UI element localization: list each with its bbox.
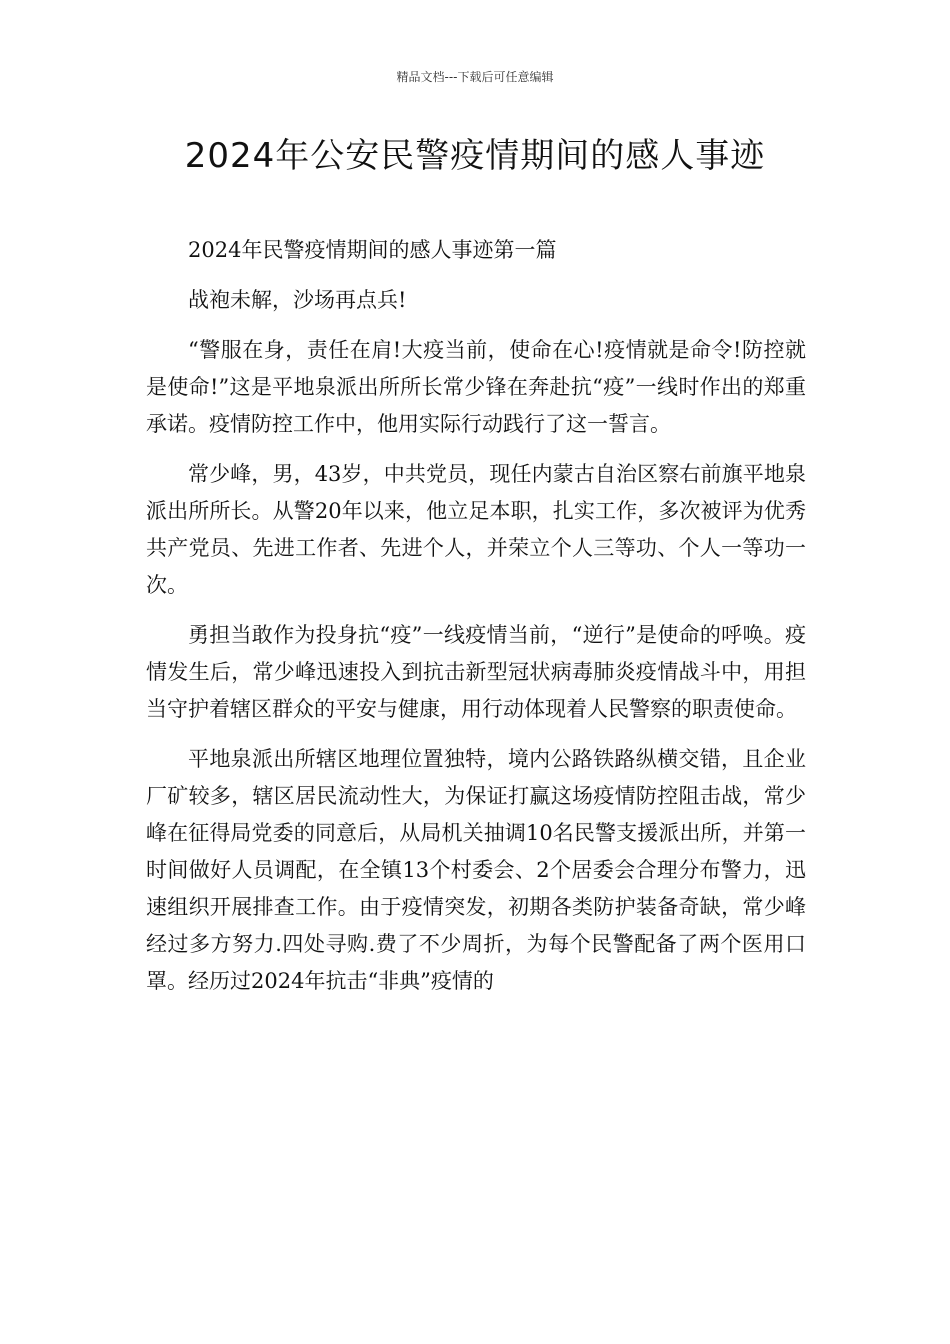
document-title: 2024年公安民警疫情期间的感人事迹 xyxy=(184,136,766,176)
paragraph: 勇担当敢作为投身抗“疫”一线疫情当前，“逆行”是使命的呼唤。疫情发生后，常少峰迅速投入到抗击新型冠状病毒肺炎疫情战斗中，用担当守护着辖区群众的平安与健康，用行动体现着人民警察的职责使命。 xyxy=(146,623,806,721)
paragraph: “警服在身，责任在肩!大疫当前，使命在心!疫情就是命令!防控就是使命!”这是平地泉派出所所长常少锋在奔赴抗“疫”一线时作出的郑重承诺。疫情防控工作中，他用实际行动践行了这一誓言。 xyxy=(146,338,806,436)
document-body xyxy=(146,232,806,1000)
paragraph: 平地泉派出所辖区地理位置独特，境内公路铁路纵横交错，且企业厂矿较多，辖区居民流动性大，为保证打赢这场疫情防控阻击战，常少峰在征得局党委的同意后，从局机关抽调10名民警支援派出所，并第一时间做好人员调配，在全镇13个村委会、2个居委会合理分布警力，迅速组织开展排查工作。由于疫情突发，初期各类防护装备奇缺，常少峰经过多方努力.四处寻购.费了不少周折，为每个民警配备了两个医用口罩。经历过2024年抗击“非典”疫情的 xyxy=(146,747,806,993)
paragraph: 常少峰，男，43岁，中共党员，现任内蒙古自治区察右前旗平地泉派出所所长。从警20年以来，他立足本职，扎实工作，多次被评为优秀共产党员、先进工作者、先进个人，并荣立个人三等功、个人一等功一次。 xyxy=(146,462,806,597)
paragraph-heading: 战袍未解，沙场再点兵! xyxy=(188,288,407,312)
paragraph-subtitle: 2024年民警疫情期间的感人事迹第一篇 xyxy=(188,238,557,262)
header-note: 精品文档---下载后可任意编辑 xyxy=(396,70,554,84)
